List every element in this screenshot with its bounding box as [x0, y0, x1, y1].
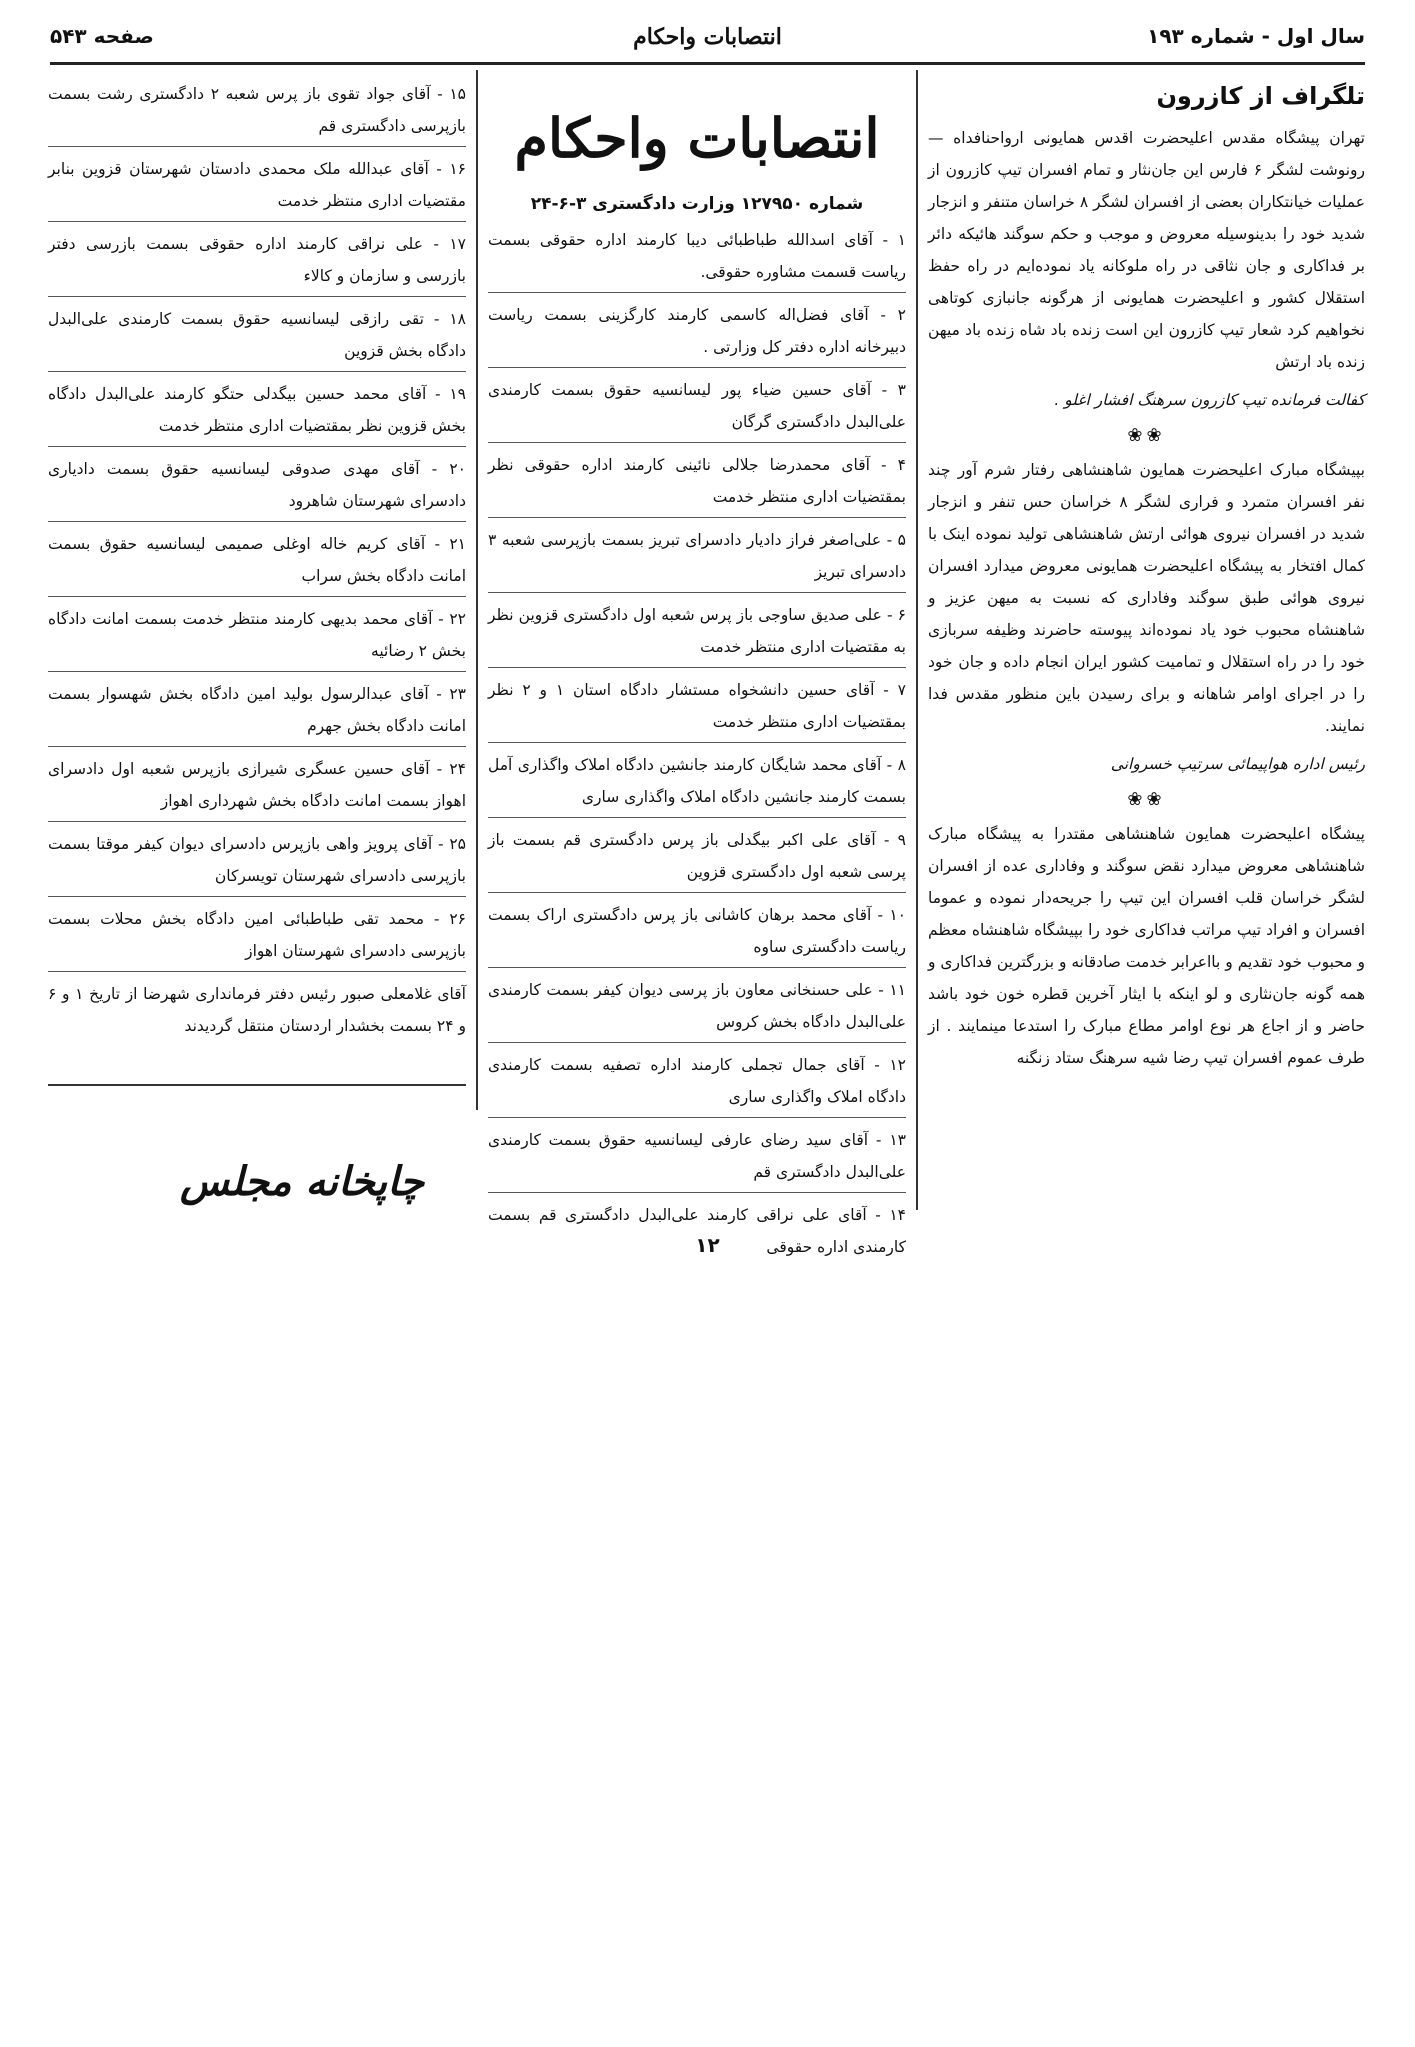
- list-item: ۱۵ - آقای جواد تقوی باز پرس شعبه ۲ دادگستری رشت بسمت بازپرسی دادگستری قم: [48, 78, 466, 147]
- decree-heading: شماره ۱۲۷۹۵۰ وزارت دادگستری ۳-۶-۲۴: [530, 194, 864, 214]
- list-item: ۵ - علی‌اصغر فراز دادیار دادسرای تبریز بسمت بازپرسی شعبه ۳ دادسرای تبریز: [488, 524, 906, 593]
- list-item: ۹ - آقای علی اکبر بیگدلی باز پرس دادگستری قم بسمت باز پرسی شعبه اول دادگستری قزوین: [488, 824, 906, 893]
- list-item: آقای غلامعلی صبور رئیس دفتر فرمانداری شهرضا از تاریخ ۱ و ۶ و ۲۴ بسمت بخشدار اردستان منتقل گردیدند: [48, 985, 466, 1035]
- appointments-continued-column: [48, 78, 466, 1052]
- running-title: انتصابات واحکام: [633, 24, 782, 50]
- telegram-paragraph: پیشگاه اعلیحضرت همایون شاهنشاهی مقتدرا به پیشگاه مبارک شاهنشاهی معروض میدارد نقض سوگند و وفاداری عده از افسران لشگر خراسان قلب افسران این تیپ را جریحه‌دار نموده و عموما افسران و افراد تیپ مراتب فداکاری خود را بپیشگاه شاهنشاه معظم و محبوب خود تقدیم و بااعرابر خدمت صادقانه و بزرگترین فداکاری و همه گونه جان‌نثاری و لو اینکه با ایثار آخرین قطره خون خود باشد حاضر و از اجاع هر نوع اوامر مطاع مبارک را استدعا مینمایند . از طرف عموم افسران تیپ رضا شیه سرهنگ ستاد زنگنه: [928, 825, 1365, 1067]
- list-item: ۲۳ - آقای عبدالرسول بولید امین دادگاه بخش شهسوار بسمت امانت دادگاه بخش جهرم: [48, 678, 466, 747]
- telegram-signature: کفالت فرمانده تیپ کازرون سرهنگ افشار اغلو .: [1054, 391, 1365, 409]
- list-item: ۲۴ - آقای حسین عسگری شیرازی بازپرس شعبه اول دادسرای اهواز بسمت امانت دادگاه بخش شهرداری اهواز: [48, 753, 466, 822]
- page-number-label: صفحه ۵۴۳: [50, 24, 154, 48]
- appointments-column: [488, 78, 906, 1273]
- list-item: ۲۱ - آقای کریم خاله اوغلی صمیمی لیسانسیه حقوق بسمت امانت دادگاه بخش سراب: [48, 528, 466, 597]
- list-item: ۱۴ - آقای علی نراقی کارمند علی‌البدل دادگستری قم بسمت کارمندی اداره حقوقی: [488, 1206, 906, 1256]
- list-item: ۱۳ - آقای سید رضای عارفی لیسانسیه حقوق بسمت کارمندی علی‌البدل دادگستری قم: [488, 1124, 906, 1193]
- list-item: ۸ - آقای محمد شایگان کارمند جانشین دادگاه املاک واگذاری آمل بسمت کارمند جانشین دادگاه املاک واگذاری ساری: [488, 749, 906, 818]
- list-item: ۷ - آقای حسین دانشخواه مستشار دادگاه استان ۱ و ۲ نظر بمقتضیات اداری منتظر خدمت: [488, 674, 906, 743]
- telegram-paragraph: بپیشگاه مبارک اعلیحضرت همایون شاهنشاهی رفتار شرم آور چند نفر افسران متمرد و فراری لشگر ۸ خراسان حس تنفر و انزجار شدید در افسران نیروی هوائی ارتش شاهنشاهی تولید نموده اینک با کمال افتخار به پیشگاه اعلیحضرت همایونی معروض میدارد افسران نیروی هوائی طبق سوگند وفاداری که نسبت به میهن عزیز و شاهنشاه محبوب خود یاد نموده‌اند پیوسته حاضرند وظیفه سربازی خود را در راه استقلال و تمامیت کشور ایران انجام داده و جان خود را در اجرای اوامر شاهانه و برای رسیدن باین منظور مقدس فدا نمایند.: [928, 461, 1366, 735]
- section-title: انتصابات واحکام: [514, 106, 880, 170]
- list-item: ۲۶ - محمد تقی طباطبائی امین دادگاه بخش محلات بسمت بازپرسی دادسرای شهرستان اهواز: [48, 903, 466, 972]
- list-item: ۱۱ - علی حسنخانی معاون باز پرسی دیوان کیفر بسمت کارمندی علی‌البدل دادگاه بخش کروس: [488, 974, 906, 1043]
- list-item: ۴ - آقای محمدرضا جلالی نائینی کارمند اداره حقوقی نظر بمقتضیات اداری منتظر خدمت: [488, 449, 906, 518]
- printer-imprint: چاپخانه مجلس: [180, 1158, 425, 1205]
- column-divider: [476, 70, 478, 1110]
- telegram-signature: رئیس اداره هواپیمائی سرتیپ خسروانی: [1110, 755, 1365, 773]
- page-number: ۱۲: [695, 1233, 720, 1257]
- list-item: ۱۰ - آقای محمد برهان کاشانی باز پرس دادگستری اراک بسمت ریاست دادگستری ساوه: [488, 899, 906, 968]
- list-item: ۲۵ - آقای پرویز واهی بازپرس دادسرای دیوان کیفر موقتا بسمت بازپرسی دادسرای شهرستان تویسرکان: [48, 828, 466, 897]
- column-divider: [916, 70, 918, 1210]
- list-item: ۲ - آقای فضل‌اله کاسمی کارمند کارگزینی بسمت ریاست دبیرخانه اداره دفتر کل وزارتی .: [488, 299, 906, 368]
- telegram-column: [928, 78, 1365, 1080]
- page-header: [50, 18, 1365, 65]
- list-item: ۱۹ - آقای محمد حسین بیگدلی حتگو کارمند علی‌البدل دادگاه بخش قزوین نظر بمقتضیات اداری منتظر خدمت: [48, 378, 466, 447]
- list-item: ۲۰ - آقای مهدی صدوقی لیسانسیه حقوق بسمت دادیاری دادسرای شهرستان شاهرود: [48, 453, 466, 522]
- telegram-paragraph: تهران پیشگاه مقدس اعلیحضرت اقدس همایونی ارواحنافداه — رونوشت لشگر ۶ فارس این جان‌نثار و تمام افسران تیپ کازرون از عملیات خیانتکاران بعضی از افسران لشگر ۸ خراسان متنفر و انزجار شدید خود را بدینوسیله معروض و موجب و حکم سوگند هائیکه دائر بر فداکاری و جان نثاقی در راه ملوکانه یاد نموده‌ایم در راه حفظ استقلال کشور و اعلیحضرت همایونی از هرگونه جانبازی کوتاهی نخواهیم کرد شعار تیپ کازرون این است زنده باد شاه زنده باد میهن زنده باد ارتش: [928, 129, 1365, 371]
- appointment-list: [488, 224, 906, 1267]
- list-item: ۱۷ - علی نراقی کارمند اداره حقوقی بسمت بازرسی دفتر بازرسی و سازمان و کالاء: [48, 228, 466, 297]
- list-item: ۱۲ - آقای جمال تجملی کارمند اداره تصفیه بسمت کارمندی دادگاه املاک واگذاری ساری: [488, 1049, 906, 1118]
- list-item: ۱۸ - تقی رازقی لیسانسیه حقوق بسمت کارمندی علی‌البدل دادگاه بخش قزوین: [48, 303, 466, 372]
- list-item: ۳ - آقای حسین ضیاء پور لیسانسیه حقوق بسمت کارمندی علی‌البدل دادگستری گرگان: [488, 374, 906, 443]
- ornament: ❀❀: [1127, 789, 1166, 810]
- list-item: ۲۲ - آقای محمد بدیهی کارمند منتظر خدمت بسمت امانت دادگاه بخش ۲ رضائیه: [48, 603, 466, 672]
- ornament: ❀❀: [1127, 425, 1166, 446]
- divider: [48, 1084, 466, 1086]
- telegram-title: تلگراف از کازرون: [1156, 82, 1365, 110]
- list-item: ۱۶ - آقای عبدالله ملک محمدی دادستان شهرستان قزوین بنابر مقتضیات اداری منتظر خدمت: [48, 153, 466, 222]
- issue-label: سال اول - شماره ۱۹۳: [1147, 24, 1365, 48]
- list-item: ۱ - آقای اسدالله طباطبائی دیبا کارمند اداره حقوقی بسمت ریاست قسمت مشاوره حقوقی.: [488, 224, 906, 293]
- list-item: ۶ - علی صدیق ساوجی باز پرس شعبه اول دادگستری قزوین نظر به مقتضیات اداری منتظر خدمت: [488, 599, 906, 668]
